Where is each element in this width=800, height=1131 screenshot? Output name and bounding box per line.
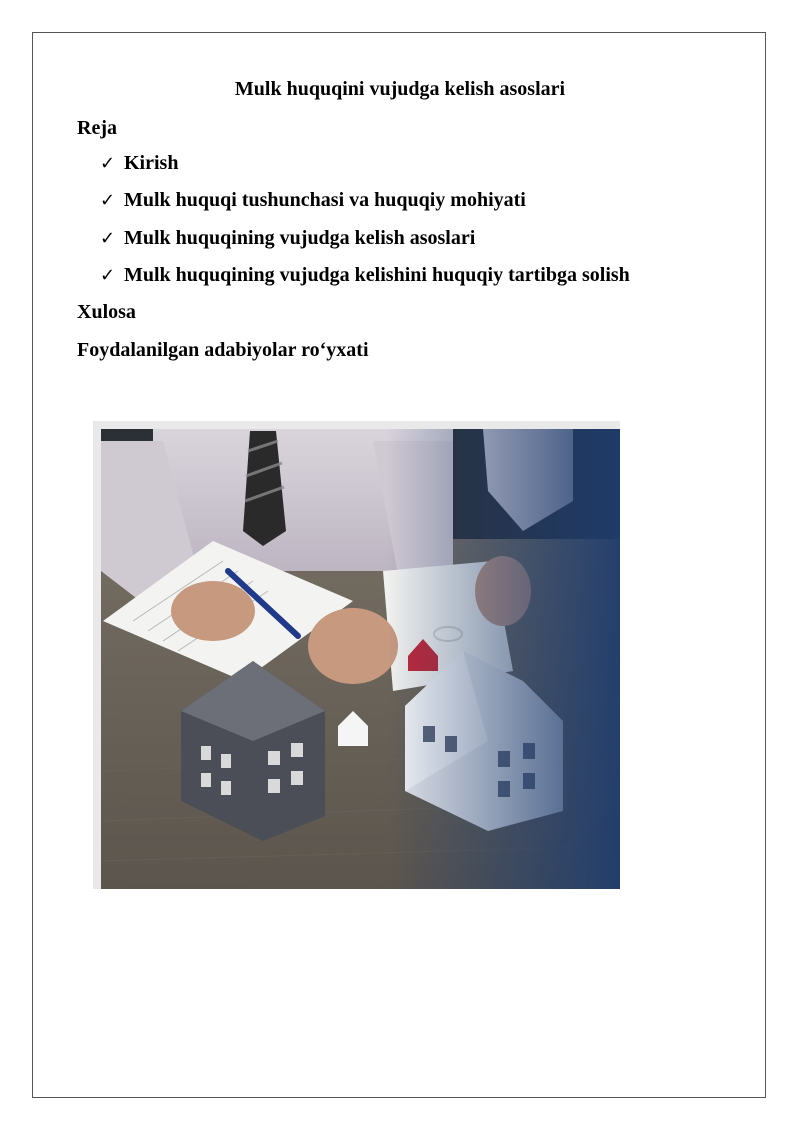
- checkmark-icon: ✓: [100, 153, 116, 174]
- list-item-label: Mulk huquqining vujudga kelish asoslari: [124, 227, 476, 249]
- list-item: [100, 187, 526, 214]
- references-heading: Foydalanilgan adabiyolar ro‘yxati: [77, 339, 369, 361]
- checkmark-icon: ✓: [100, 228, 116, 249]
- checkmark-icon: ✓: [100, 190, 116, 211]
- plan-heading: Reja: [77, 117, 117, 139]
- photo-illustration: [93, 421, 620, 889]
- list-item: [100, 150, 178, 177]
- list-item-label: Mulk huquqi tushunchasi va huquqiy mohiyati: [124, 189, 526, 211]
- conclusion-heading: Xulosa: [77, 301, 136, 323]
- checkmark-icon: ✓: [100, 265, 116, 286]
- list-item-label: Mulk huquqining vujudga kelishini huquqiy tartibga solish: [124, 264, 630, 286]
- list-item-label: Kirish: [124, 152, 179, 174]
- list-item: [100, 225, 475, 252]
- page-title: Mulk huquqini vujudga kelish asoslari: [234, 78, 566, 100]
- list-item: [100, 262, 630, 289]
- property-contract-photo: [93, 421, 620, 889]
